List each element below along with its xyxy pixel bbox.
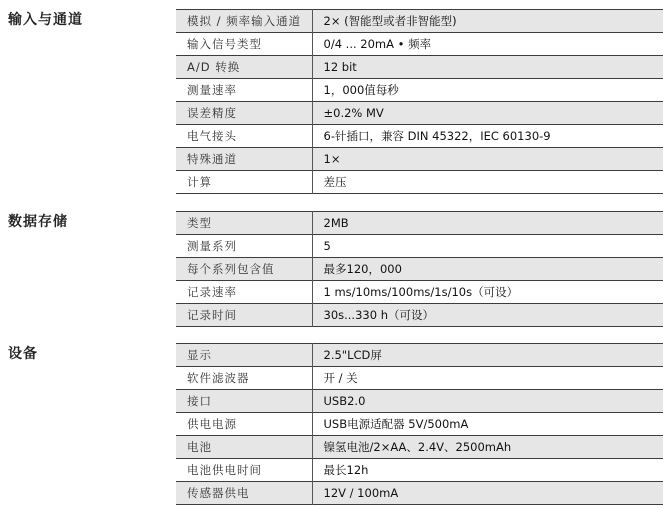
row-value: 1 ms/10ms/100ms/1s/10s（可设） (312, 281, 663, 304)
table-row (176, 459, 663, 482)
row-value: 12 bit (312, 56, 663, 79)
spec-table (176, 211, 663, 327)
row-label: 输入信号类型 (176, 33, 312, 56)
row-value: 6-针插口，兼容 DIN 45322，IEC 60130-9 (312, 125, 663, 148)
row-label: 特殊通道 (176, 148, 312, 171)
row-label: 软件滤波器 (176, 367, 312, 390)
row-label: 接口 (176, 390, 312, 413)
row-label: 模拟 / 频率输入通道 (176, 10, 312, 33)
row-value: 最多120，000 (312, 258, 663, 281)
row-value: 2.5"LCD屏 (312, 344, 663, 367)
row-value: 5 (312, 235, 663, 258)
row-value: 0/4 ... 20mA • 频率 (312, 33, 663, 56)
table-row (176, 436, 663, 459)
row-label: 供电电源 (176, 413, 312, 436)
row-value: ±0.2% MV (312, 102, 663, 125)
table-row (176, 10, 663, 33)
table-row (176, 56, 663, 79)
row-label: 电气接头 (176, 125, 312, 148)
table-row (176, 281, 663, 304)
table-row (176, 390, 663, 413)
row-label: 测量速率 (176, 79, 312, 102)
table-row (176, 171, 663, 194)
table-row (176, 79, 663, 102)
row-value: 最长12h (312, 459, 663, 482)
row-value: USB2.0 (312, 390, 663, 413)
table-row (176, 482, 663, 505)
table-row (176, 212, 663, 235)
section-title: 设备 (8, 346, 38, 362)
row-label: 电池供电时间 (176, 459, 312, 482)
row-value: 差压 (312, 171, 663, 194)
row-value: 30s...330 h（可设） (312, 304, 663, 327)
table-row (176, 344, 663, 367)
row-label: 类型 (176, 212, 312, 235)
row-label: 误差精度 (176, 102, 312, 125)
row-value: 开 / 关 (312, 367, 663, 390)
spec-table (176, 9, 663, 194)
row-label: 记录时间 (176, 304, 312, 327)
spec-table (176, 343, 663, 505)
row-value: 2× (智能型或者非智能型) (312, 10, 663, 33)
table-row (176, 235, 663, 258)
row-label: 电池 (176, 436, 312, 459)
row-label: A/D 转换 (176, 56, 312, 79)
row-label: 显示 (176, 344, 312, 367)
row-label: 计算 (176, 171, 312, 194)
row-value: 12V / 100mA (312, 482, 663, 505)
row-value: 1× (312, 148, 663, 171)
table-row (176, 102, 663, 125)
row-label: 测量系列 (176, 235, 312, 258)
row-label: 每个系列包含值 (176, 258, 312, 281)
section-title: 输入与通道 (8, 12, 83, 28)
row-value: USB电源适配器 5V/500mA (312, 413, 663, 436)
row-label: 传感器供电 (176, 482, 312, 505)
table-row (176, 148, 663, 171)
row-value: 2MB (312, 212, 663, 235)
section-title: 数据存储 (8, 214, 68, 230)
row-value: 1，000值每秒 (312, 79, 663, 102)
table-row (176, 258, 663, 281)
row-label: 记录速率 (176, 281, 312, 304)
table-row (176, 125, 663, 148)
table-row (176, 413, 663, 436)
table-row (176, 33, 663, 56)
row-value: 镍氢电池/2×AA、2.4V、2500mAh (312, 436, 663, 459)
table-row (176, 367, 663, 390)
table-row (176, 304, 663, 327)
